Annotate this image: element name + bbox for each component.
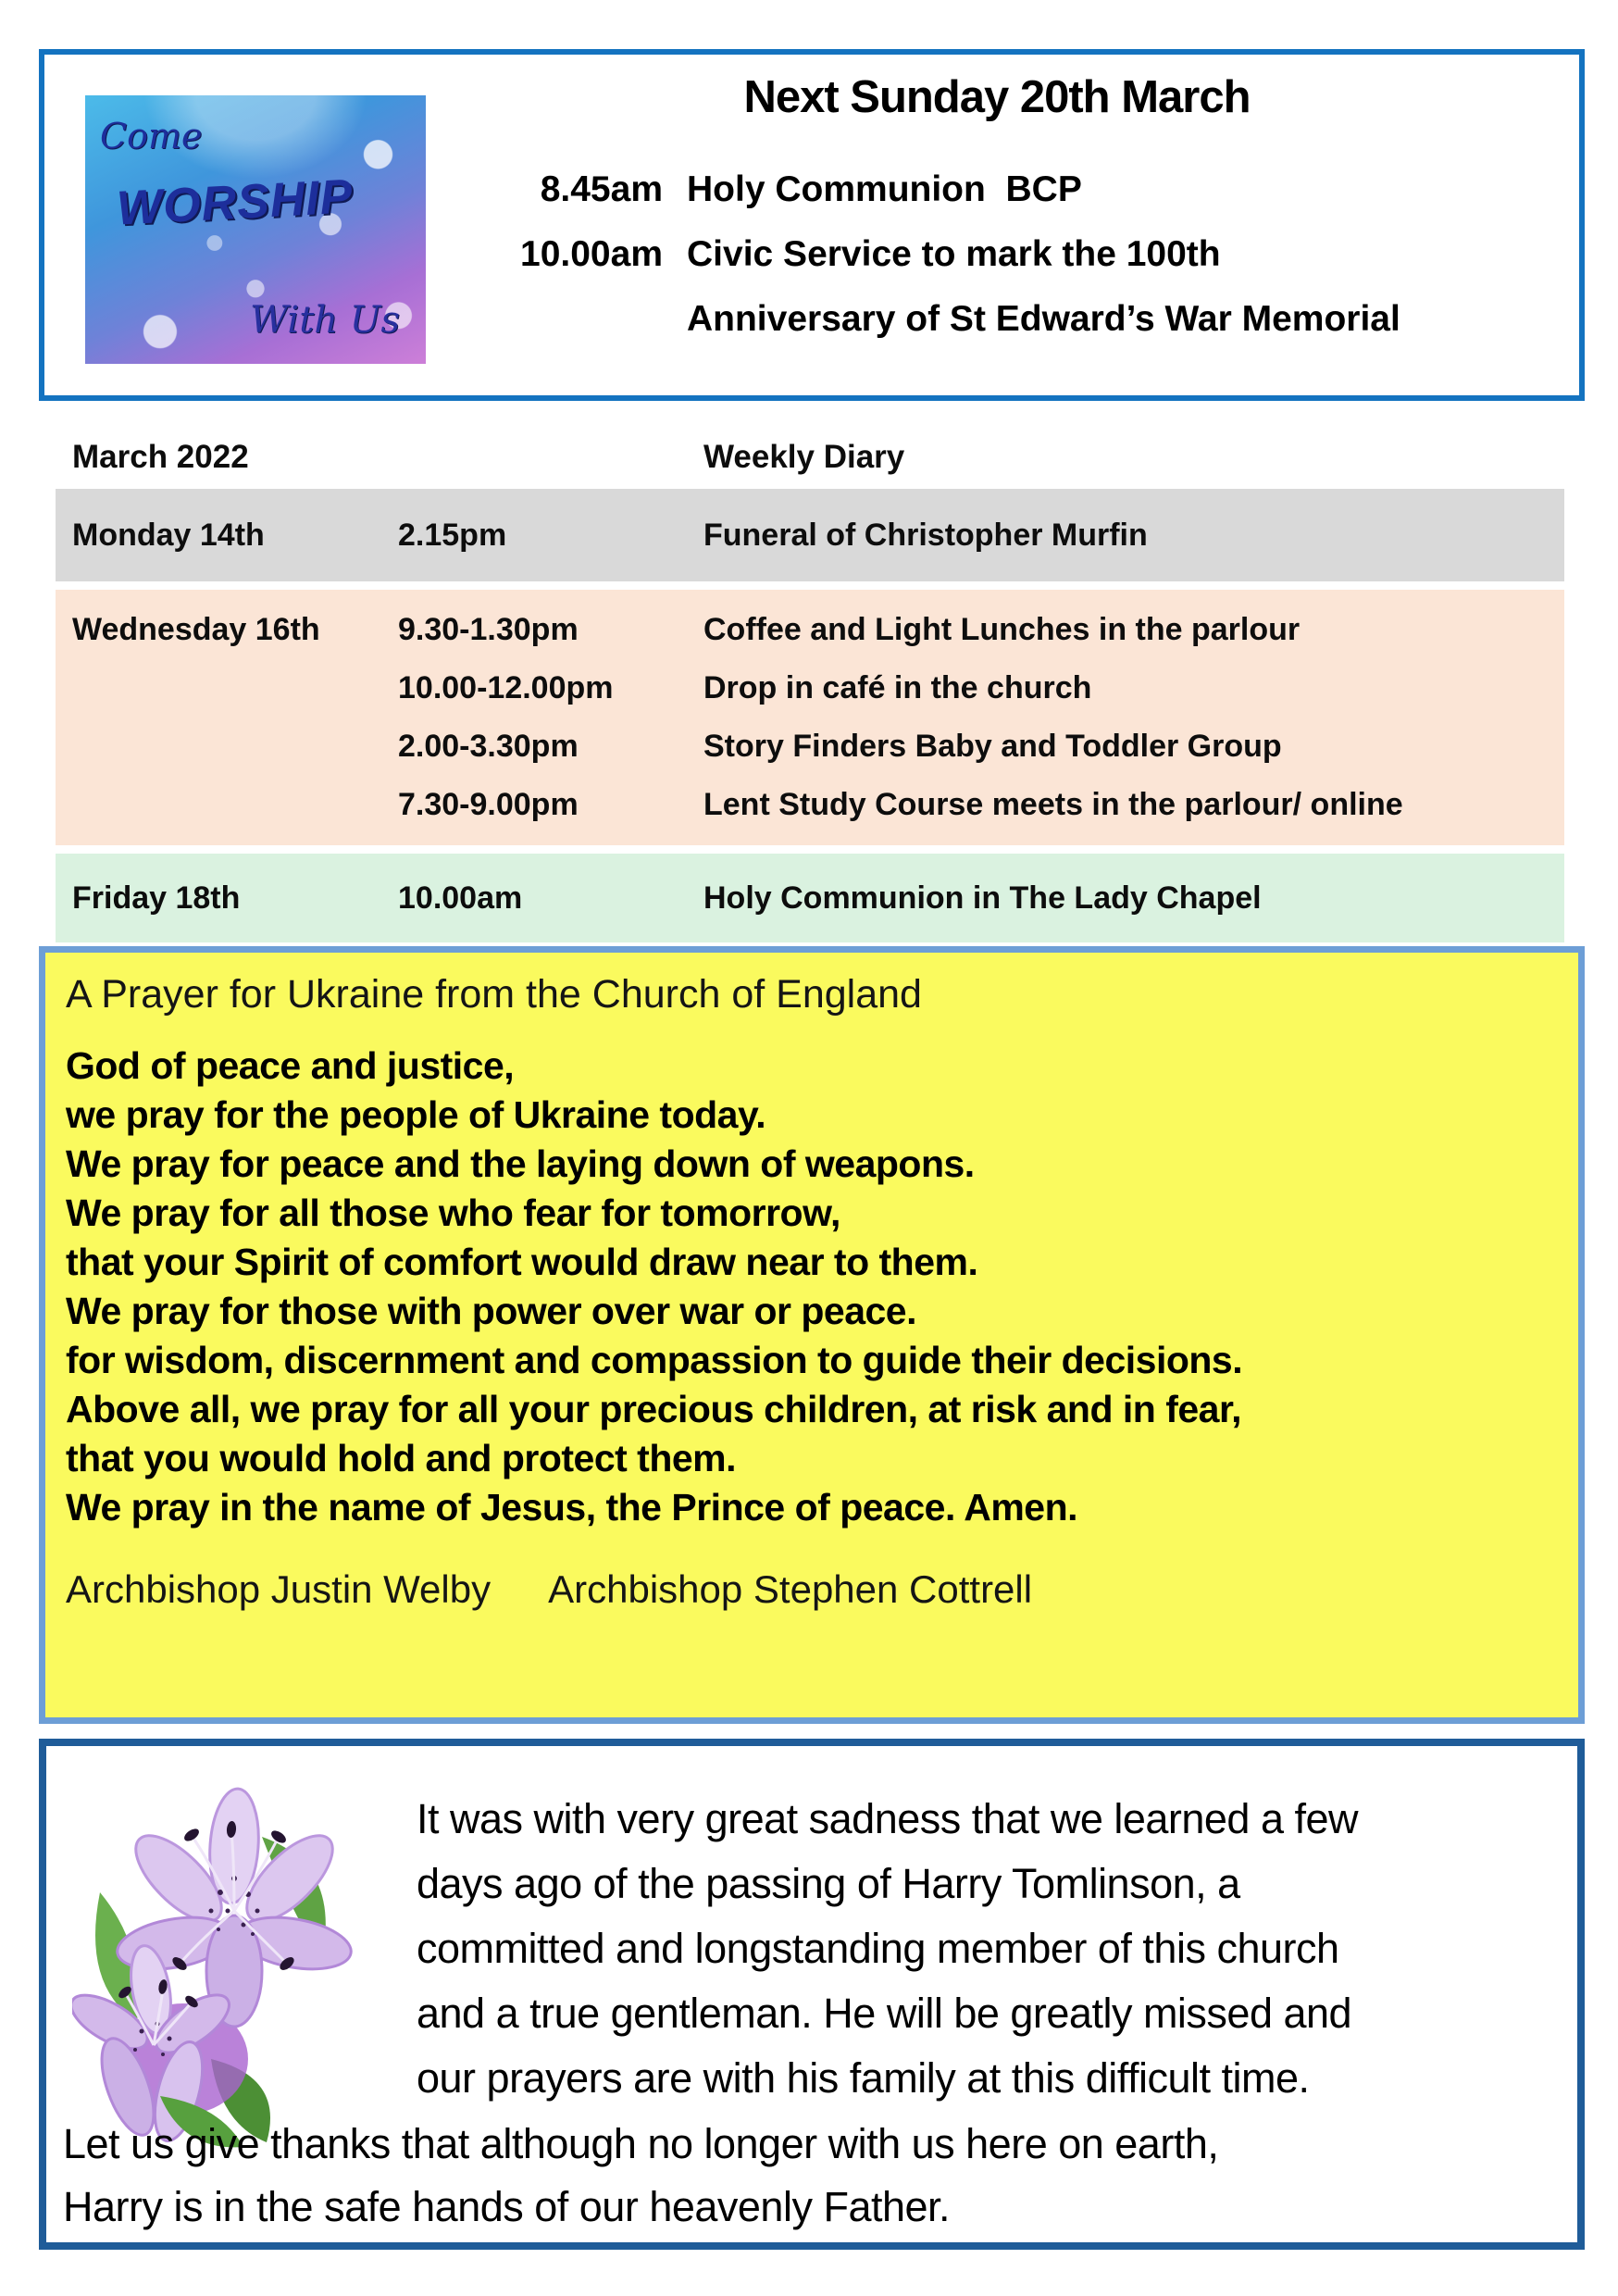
service-time: [404, 297, 663, 342]
diary-time: 2.15pm: [398, 518, 507, 553]
diary-time: 10.00am: [398, 880, 523, 916]
prayer-line: for wisdom, discernment and compassion to guide their decisions.: [66, 1339, 1243, 1381]
diary-day: Friday 18th: [72, 880, 241, 916]
diary-event: Story Finders Baby and Toddler Group: [703, 729, 1282, 764]
tribute-line: committed and longstanding member of this church: [417, 1925, 1339, 1972]
diary-event: Drop in café in the church: [703, 670, 1092, 705]
diary-row-friday: [56, 854, 1564, 942]
worship-image-text-worship: WORSHIP: [115, 169, 355, 236]
diary-event: Lent Study Course meets in the parlour/ online: [703, 787, 1403, 822]
diary-event: Funeral of Christopher Murfin: [703, 518, 1148, 553]
diary-month-label: March 2022: [72, 439, 249, 475]
harry-tomlinson-tribute-box: [39, 1739, 1585, 2250]
diary-time: 9.30-1.30pm: [398, 612, 579, 647]
attribution-welby: Archbishop Justin Welby: [66, 1567, 492, 1611]
diary-title: Weekly Diary: [703, 439, 905, 475]
service-desc: Holy Communion BCP: [687, 169, 1082, 209]
lily-flowers-image: [72, 1781, 396, 2150]
tribute-line: Let us give thanks that although no longer with us here on earth,: [63, 2120, 1219, 2167]
prayer-line: We pray for those with power over war or peace.: [66, 1290, 916, 1332]
service-desc: Civic Service to mark the 100th: [687, 234, 1221, 274]
prayer-line: that you would hold and protect them.: [66, 1437, 737, 1479]
prayer-line: We pray for peace and the laying down of weapons.: [66, 1142, 975, 1185]
diary-time: 2.00-3.30pm: [398, 729, 579, 764]
service-time: 8.45am: [540, 169, 663, 209]
tribute-line: It was with very great sadness that we learned a few: [417, 1795, 1359, 1842]
diary-time: 7.30-9.00pm: [398, 787, 579, 822]
prayer-for-ukraine-box: [39, 946, 1585, 1724]
diary-event: Holy Communion in The Lady Chapel: [703, 880, 1262, 916]
tribute-text-wrapped: [417, 1787, 1564, 2111]
diary-day: Wednesday 16th: [72, 612, 320, 647]
prayer-line: God of peace and justice,: [66, 1044, 515, 1087]
prayer-line: We pray in the name of Jesus, the Prince of peace. Amen.: [66, 1486, 1078, 1529]
diary-event: Coffee and Light Lunches in the parlour: [703, 612, 1301, 647]
page-title: Next Sunday 20th March: [743, 72, 1251, 122]
worship-image-text-come: Come: [100, 116, 203, 156]
tribute-text-full-width: [63, 2113, 1564, 2239]
tribute-line: Harry is in the safe hands of our heavenly Father.: [63, 2183, 951, 2230]
worship-image-text-with-us: With Us: [250, 299, 400, 342]
attribution-cottrell: Archbishop Stephen Cottrell: [548, 1567, 1033, 1611]
tribute-line: our prayers are with his family at this difficult time.: [417, 2054, 1310, 2102]
diary-time: 10.00-12.00pm: [398, 670, 614, 705]
prayer-attribution: [66, 1567, 1558, 1612]
tribute-line: and a true gentleman. He will be greatly missed and: [417, 1990, 1352, 2037]
prayer-line: that your Spirit of comfort would draw near to them.: [66, 1241, 978, 1283]
diary-row-wednesday: [56, 590, 1564, 845]
come-worship-with-us-image: [85, 95, 426, 364]
diary-row-monday: [56, 489, 1564, 581]
weekly-diary: [56, 433, 1564, 951]
service-times-list: [404, 168, 1400, 342]
next-sunday-box: [39, 49, 1585, 401]
diary-day: Monday 14th: [72, 518, 265, 553]
diary-header-row: [56, 433, 1564, 481]
prayer-line: we pray for the people of Ukraine today.: [66, 1093, 766, 1136]
prayer-line: We pray for all those who fear for tomorrow,: [66, 1192, 840, 1234]
prayer-text: [66, 1042, 1558, 1532]
service-time: 10.00am: [520, 234, 663, 274]
prayer-line: Above all, we pray for all your precious children, at risk and in fear,: [66, 1388, 1242, 1430]
prayer-title: A Prayer for Ukraine from the Church of England: [66, 972, 922, 1017]
service-desc: Anniversary of St Edward’s War Memorial: [687, 299, 1400, 339]
tribute-line: days ago of the passing of Harry Tomlinson, a: [417, 1860, 1240, 1907]
